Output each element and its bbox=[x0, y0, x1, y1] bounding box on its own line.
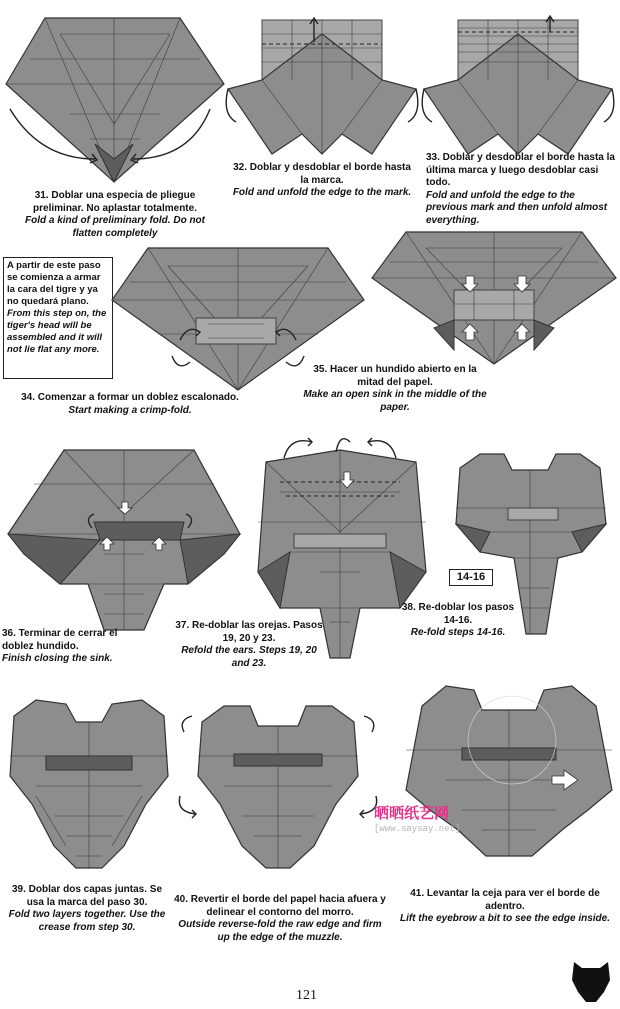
step-39-diagram bbox=[6, 696, 172, 876]
step-38-caption: 38. Re-doblar los pasos 14-16. Re-fold steps 14-16. bbox=[401, 602, 515, 638]
step-31-caption: 31. Doblar una especia de pliegue preliminar. No aplastar totalmente. Fold a kind of preliminary fold. Do not flatten completely bbox=[25, 190, 205, 239]
step-37-caption: 37. Re-doblar las orejas. Pasos 19, 20 y 23. Refold the ears. Steps 19, 20 and 23. bbox=[175, 620, 323, 669]
note-box: A partir de este paso se comienza a armar la cara del tigre y ya no quedará plano. From this step on, the tiger's head will be assembled and it will not lie flat any more. bbox=[3, 257, 113, 379]
step-41-caption: 41. Levantar la ceja para ver el borde de adentro. Lift the eyebrow a bit to see the edge inside. bbox=[399, 888, 611, 924]
step-32-diagram bbox=[222, 14, 422, 164]
step-31-diagram bbox=[0, 14, 230, 189]
page-number: 121 bbox=[296, 988, 317, 1003]
step-36-caption: 36. Terminar de cerrar el doblez hundido. Finish closing the sink. bbox=[2, 628, 118, 664]
step-32-caption: 32. Doblar y desdoblar el borde hasta la marca. Fold and unfold the edge to the mark. bbox=[232, 162, 412, 198]
watermark-logo: 晒晒纸艺网 bbox=[374, 805, 450, 822]
tiger-head-icon bbox=[570, 958, 612, 1004]
step-41-diagram bbox=[402, 680, 616, 870]
watermark-url: [www.saysay.net] bbox=[374, 824, 461, 834]
step-36-diagram bbox=[4, 444, 244, 634]
step-ref-label: 14-16 bbox=[449, 569, 493, 586]
step-40-caption: 40. Revertir el borde del papel hacia afuera y delinear el contorno del morro. Outside reverse-fold the raw edge and firm up the edge of the muzzle. bbox=[174, 894, 386, 943]
step-34-caption: 34. Comenzar a formar un doblez escalonado. Start making a crimp-fold. bbox=[21, 392, 239, 416]
step-39-caption: 39. Doblar dos capas juntas. Se usa la marca del paso 30. Fold two layers together. Use the crease from step 30. bbox=[8, 884, 166, 933]
step-40-diagram bbox=[174, 696, 384, 876]
step-35-diagram bbox=[370, 228, 618, 368]
step-33-diagram bbox=[418, 14, 618, 164]
step-33-caption: 33. Doblar y desdoblar el borde hasta la última marca y luego desdoblar casi todo. Fold and unfold the edge to the previous mark and then unfold almost everything. bbox=[426, 152, 615, 226]
step-35-caption: 35. Hacer un hundido abierto en la mitad del papel. Make an open sink in the middle of the paper. bbox=[303, 364, 487, 413]
